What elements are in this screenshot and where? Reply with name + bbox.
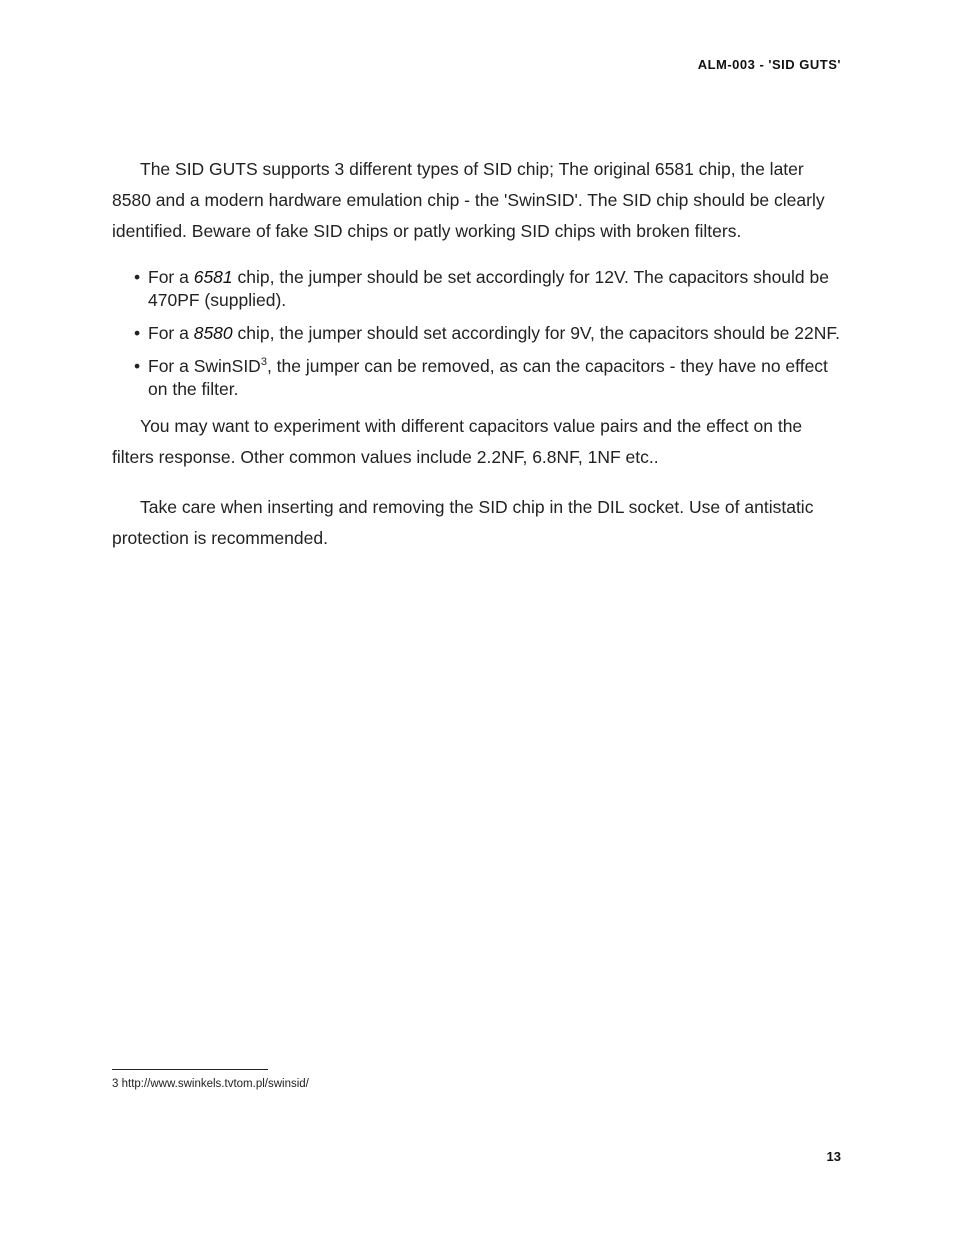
intro-paragraph: The SID GUTS supports 3 different types of SID chip; The original 6581 chip, the later 8580 and a modern hardware emulation chip - the 'SwinSID'. The SID chip should be clearly identified. Beware of fake SID chips or patly working SID chips with broken filters.	[112, 159, 825, 241]
experiment-paragraph: You may want to experiment with different capacitors value pairs and the effect on the filters response. Other common values include 2.2NF, 6.8NF, 1NF etc..	[112, 416, 803, 467]
bullet-text: chip, the jumper should set accordingly for 9V, the capacitors should be 22NF.	[232, 323, 840, 343]
care-paragraph: Take care when inserting and removing the SID chip in the DIL socket. Use of antistatic protection is recommended.	[112, 497, 814, 548]
footnote-reference[interactable]: 3	[260, 356, 267, 369]
bullet-text: , the jumper can be removed, as can the capacitors - they have no effect on the filter.	[148, 356, 828, 399]
list-item-8580	[112, 322, 842, 345]
page-number: 13	[826, 1149, 841, 1164]
running-header: ALM-003 - 'SID GUTS'	[697, 57, 841, 72]
footnote-link[interactable]: http://www.swinkels.tvtom.pl/swinsid/	[121, 1078, 309, 1090]
footnote-divider	[112, 1069, 268, 1070]
chip-name: SwinSID	[193, 356, 261, 376]
bullet-icon: •	[134, 323, 141, 343]
bullet-text: chip, the jumper should be set accordingly for 12V. The capacitors should be 470PF (supplied).	[148, 267, 829, 310]
chip-list	[112, 266, 842, 401]
chip-name: 6581	[193, 267, 233, 287]
bullet-prefix: For a	[148, 267, 194, 287]
bullet-icon: •	[134, 267, 141, 287]
chip-name: 8580	[193, 323, 233, 343]
bullet-prefix: For a	[148, 323, 194, 343]
bullet-icon: •	[134, 356, 141, 376]
bullet-prefix: For a	[148, 356, 194, 376]
footnote-number: 3	[112, 1078, 119, 1090]
page-content	[112, 154, 842, 573]
footnote	[112, 1078, 309, 1090]
list-item-swinsid	[112, 355, 842, 401]
list-item-6581	[112, 266, 842, 312]
